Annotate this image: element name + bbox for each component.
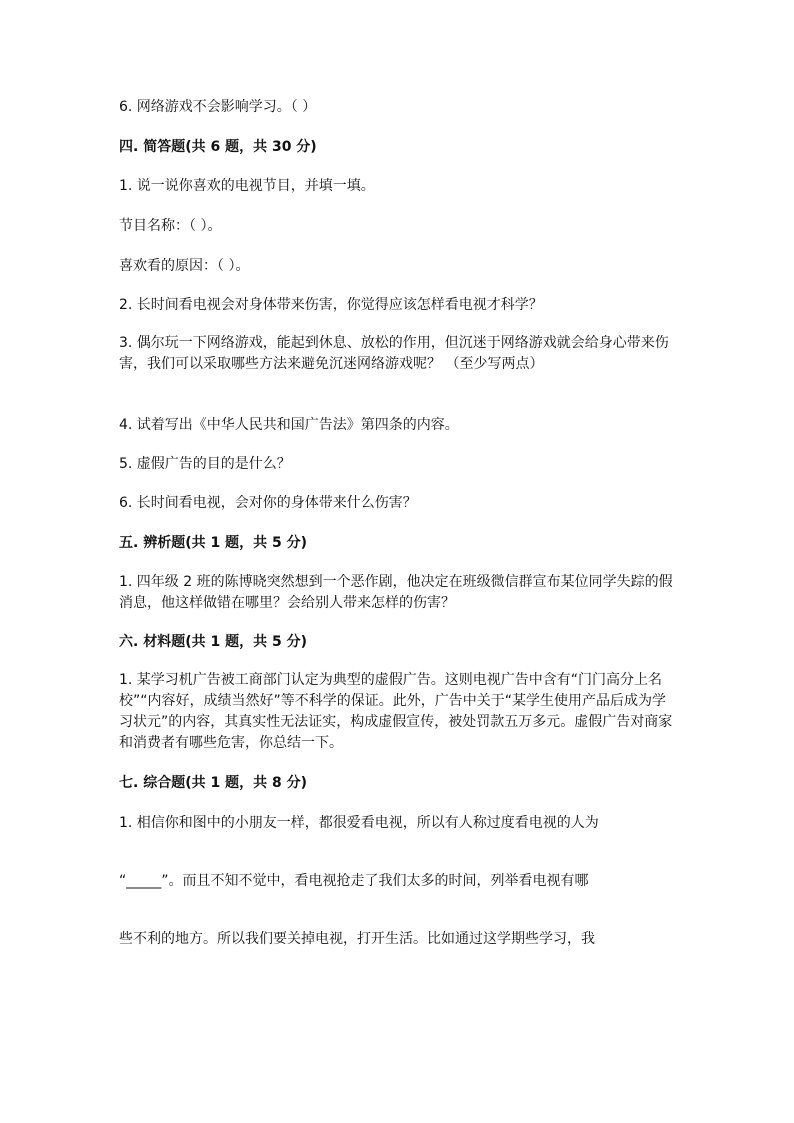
question-6-prev-section: 6. 网络游戏不会影响学习。（ ） (119, 99, 317, 115)
section-5-question-1: 1. 四年级 2 班的陈博晓突然想到一个恶作剧，他决定在班级微信群宣布某位同学失踪的假消息，他这样做错在哪里？会给别人带来怎样的伤害？ (119, 574, 673, 611)
section-7-heading: 七. 综合题(共 1 题，共 8 分) (119, 775, 307, 791)
section-4-question-1-reason-blank: 喜欢看的原因：（ ）。 (119, 258, 250, 274)
section-4-question-4: 4. 试着写出《中华人民共和国广告法》第四条的内容。 (119, 417, 459, 433)
section-5-heading: 五. 辨析题(共 1 题，共 5 分) (119, 535, 307, 551)
section-6-heading: 六. 材料题(共 1 题，共 5 分) (119, 634, 307, 650)
section-7-question-1-line-2: “_____”。而且不知不觉中，看电视抢走了我们太多的时间，列举看电视有哪 (119, 873, 589, 889)
section-4-question-1: 1. 说一说你喜欢的电视节目，并填一填。 (119, 178, 375, 194)
section-7-question-1-line-3: 些不利的地方。所以我们要关掉电视，打开生活。比如通过这学期些学习，我 (119, 931, 595, 947)
section-4-question-1-name-blank: 节目名称：（ ）。 (119, 218, 222, 234)
section-7-question-1-line-1: 1. 相信你和图中的小朋友一样，都很爱看电视，所以有人称过度看电视的人为 (119, 815, 599, 831)
section-4-question-3: 3. 偶尔玩一下网络游戏，能起到休息、放松的作用，但沉迷于网络游戏就会给身心带来伤害，我们可以采取哪些方法来避免沉迷网络游戏呢？ （至少写两点） (119, 335, 669, 372)
section-4-heading: 四. 简答题(共 6 题，共 30 分) (119, 139, 317, 155)
section-6-question-1: 1. 某学习机广告被工商部门认定为典型的虚假广告。这则电视广告中含有“门门高分上名校”“内容好，成绩当然好”等不科学的保证。此外，广告中关于“某学生使用产品后成为学习状元”的内容，其真实性无法证实，构成虚假宣传，被处罚款五万多元。虚假广告对商家和消费者有哪些危害，你总结一下。 (119, 672, 673, 751)
section-4-question-2: 2. 长时间看电视会对身体带来伤害，你觉得应该怎样看电视才科学？ (119, 297, 543, 313)
section-4-question-5: 5. 虚假广告的目的是什么？ (119, 456, 291, 472)
section-4-question-6: 6. 长时间看电视，会对你的身体带来什么伤害？ (119, 495, 417, 511)
